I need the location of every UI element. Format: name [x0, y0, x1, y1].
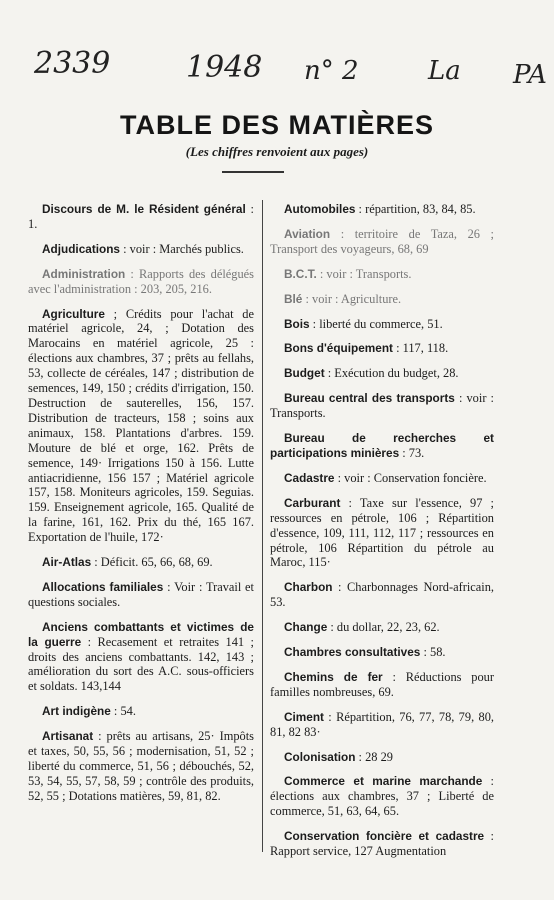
- index-entry-heading: Agriculture: [42, 306, 105, 321]
- index-entry-references: : 117, 118.: [392, 341, 449, 356]
- index-entry: [270, 496, 494, 571]
- index-entry: [270, 341, 494, 356]
- index-entry-heading: Colonisation: [284, 749, 356, 764]
- index-entry: [28, 729, 254, 804]
- index-entry: [270, 829, 494, 859]
- index-entry: [28, 242, 254, 257]
- index-entry: [270, 620, 494, 635]
- index-entry-heading: Bureau central des transports: [284, 391, 455, 406]
- index-entry-references: : Déficit. 65, 66, 68, 69.: [91, 555, 213, 570]
- index-entry-references: : élections aux chambres, 37 ; Liberté de commerce, 51, 63, 64, 65.: [270, 774, 494, 819]
- index-entry-heading: Chambres consultatives: [284, 645, 421, 660]
- index-entry-heading: Commerce et marine marchande: [284, 774, 483, 789]
- page-subtitle: (Les chiffres renvoient aux pages): [185, 144, 369, 159]
- index-entry: [270, 471, 494, 486]
- index-entry: [270, 750, 494, 765]
- index-entry: [270, 391, 494, 421]
- handwritten-year: 1948: [186, 50, 263, 85]
- index-entry-heading: Aviation: [284, 226, 331, 241]
- index-entry: [270, 670, 494, 700]
- index-entry-references: : liberté du commerce, 51.: [309, 316, 443, 331]
- index-entry-heading: B.C.T.: [284, 266, 317, 281]
- index-entry-heading: Bois: [284, 316, 310, 331]
- index-entry: [270, 202, 494, 217]
- index-entry-heading: Charbon: [284, 580, 333, 595]
- index-entry-heading: Automobiles: [284, 202, 356, 216]
- handwritten-number: 2339: [34, 46, 111, 81]
- page-title: TABLE DES MATIÈRES: [119, 110, 434, 140]
- index-entry-references: : voir : Marchés publics.: [120, 241, 244, 256]
- index-entry: [28, 580, 254, 610]
- index-entry: [28, 620, 254, 695]
- index-entry: [28, 704, 254, 719]
- index-entry-heading: Bureau de recherches et participations minières: [270, 431, 494, 460]
- index-entry: [270, 710, 494, 740]
- index-entry: [270, 292, 494, 307]
- index-entry: [270, 774, 494, 819]
- index-entry: [28, 307, 254, 546]
- index-entry-heading: Administration: [42, 266, 126, 281]
- index-entry-heading: Allocations familiales: [42, 579, 164, 594]
- index-entry-references: : répartition, 83, 84, 85.: [355, 202, 476, 216]
- index-entry-references: : Charbonnages Nord-africain, 53.: [270, 580, 494, 610]
- index-entry-references: : voir : Agriculture.: [302, 291, 402, 306]
- index-entry-references: : Réductions pour familles nombreuses, 69.: [270, 669, 494, 699]
- index-entry-references: : 54.: [110, 704, 136, 719]
- index-entry-heading: Artisanat: [42, 729, 94, 744]
- index-entry-references: : Rapports des délégués avec l'administration : 203, 205, 216.: [28, 266, 254, 296]
- index-entry-heading: Air-Atlas: [42, 555, 92, 570]
- index-entry-references: : 28 29: [355, 749, 393, 764]
- index-entry-heading: Chemins de fer: [284, 669, 383, 684]
- index-entry-heading: Discours de M. le Résident général: [42, 202, 246, 216]
- index-entry-references: : du dollar, 22, 23, 62.: [327, 620, 440, 635]
- index-entry-references: : Répartition, 76, 77, 78, 79, 80, 81, 82 83·: [270, 709, 494, 739]
- index-entry-references: : voir : Conservation foncière.: [334, 470, 487, 485]
- index-entry-heading: Cadastre: [284, 470, 335, 485]
- index-entry-references: : 73.: [399, 445, 425, 460]
- index-entry-references: : territoire de Taza, 26 ; Transport des voyageurs, 68, 69: [270, 226, 494, 256]
- index-entry: [270, 645, 494, 660]
- index-entry: [270, 267, 494, 282]
- index-entry-heading: Carburant: [284, 495, 341, 510]
- index-entry: [270, 431, 494, 461]
- index-entry-references: : voir : Transports.: [316, 266, 412, 281]
- index-entry: [28, 202, 254, 232]
- index-entry: [270, 317, 494, 332]
- index-entry-references: ; Crédits pour l'achat de matériel agricole, 24, ; Dotation des Marocains en matériel agricole, 25 : élections aux chambres, 37 ; prêts au fellahs, 53, collecte de céréales, 147 ; distribution de semences, 149, 150 ; crédits d'irrigation, 150. Destruction de sauterelles, 156, 157. Distribution de tracteurs, 158 ; soins aux animaux, 158. Plantations d'arbres. 159. Mouture de blé et orge, 162. Prêts de semence, 149· Irrigations 150 à 156. Lutte antiacridienne, 156 157 ; Matériel agricole 157, 158. Moniteurs agricoles, 159. Seguias. 159. Enseignement agricole, 165. Qualité de la farine, 161, 162. Prix du thé, 165 167. Exportation de l'huile, 172·: [28, 306, 254, 545]
- index-entry-heading: Blé: [284, 291, 303, 306]
- index-column-right: [270, 202, 494, 869]
- index-entry: [270, 227, 494, 257]
- index-entry-heading: Adjudications: [42, 241, 120, 256]
- handwritten-issue: n° 2: [304, 56, 359, 86]
- index-entry: [270, 580, 494, 610]
- index-entry-heading: Anciens combattants et victimes de la guerre: [28, 619, 254, 649]
- index-entry-references: : Taxe sur l'essence, 97 ; ressources en pétrole, 106 ; Répartition d'essence, 109, 111, 112, 117 ; ressources en pétrole, 106 Répartition du pétrole au Maroc, 115·: [270, 495, 494, 570]
- index-entry-references: : voir : Transports.: [270, 391, 494, 421]
- index-entry-heading: Ciment: [284, 709, 324, 724]
- index-entry-references: : 1.: [28, 202, 254, 231]
- index-entry-references: : Rapport service, 127 Augmentation: [270, 829, 494, 859]
- index-column-left: [28, 202, 254, 814]
- index-entry-heading: Budget: [284, 366, 325, 381]
- index-entry-heading: Bons d'équipement: [284, 341, 393, 356]
- index-entry-references: : Voir : Travail et questions sociales.: [28, 579, 254, 609]
- column-divider: [262, 200, 263, 852]
- title-rule: [222, 171, 284, 173]
- index-entry-heading: Conservation foncière et cadastre: [284, 829, 485, 844]
- index-entry-heading: Change: [284, 620, 328, 635]
- index-entry-references: : Exécution du budget, 28.: [324, 366, 459, 381]
- index-entry-references: : prêts au artisans, 25· Impôts et taxes, 50, 55, 56 ; modernisation, 51, 52 ; liberté du commerce, 51, 56 ; débouchés, 52, 53, 54, 55, 57, 58, 59 ; contrôle des produits, 52, 55 ; Dotations matières, 59, 81, 82.: [28, 729, 254, 803]
- index-entry: [28, 267, 254, 297]
- handwritten-pa: PA: [513, 60, 547, 90]
- index-entry-heading: Art indigène: [42, 704, 111, 719]
- index-entry: [28, 555, 254, 570]
- index-entry-references: : Recasement et retraites 141 ; droits des anciens combattants. 142, 143 ; amélioration du sort des A.C. sous-officiers et soldats. 143,144: [28, 634, 254, 694]
- handwritten-la: La: [428, 56, 461, 86]
- index-entry: [270, 366, 494, 381]
- index-entry-references: : 58.: [420, 645, 446, 660]
